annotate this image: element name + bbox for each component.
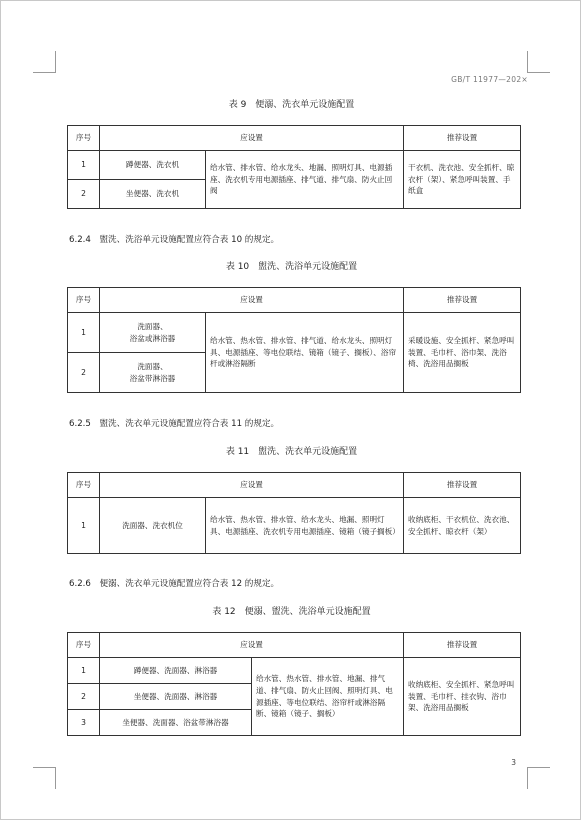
- crop-mark-bottom-right: [527, 767, 528, 789]
- table9-caption: 表 9 便溺、洗衣单元设施配置: [228, 100, 355, 110]
- column-header-recommended: 推荐设置: [404, 473, 521, 498]
- column-header-required: 应设置: [100, 288, 404, 313]
- required-cell: 给水管、排水管、给水龙头、地漏、照明灯具、电源插座、洗衣机专用电源插座、排气道、排气扇、防火止回阀: [206, 151, 404, 209]
- table-header-row: [68, 126, 521, 151]
- column-header-no: 序号: [68, 126, 100, 151]
- crop-mark-top-left: [55, 51, 56, 73]
- table9: [67, 125, 521, 209]
- row-item: 蹲便器、洗面器、淋浴器: [100, 658, 252, 684]
- table-row: [68, 313, 521, 353]
- table12: [67, 632, 521, 736]
- row-item: 洗面器、 浴盆带淋浴器: [100, 353, 206, 393]
- table-row: [68, 498, 521, 554]
- required-cell: 给水管、热水管、排水管、给水龙头、地漏、照明灯具、电源插座、洗衣机专用电源插座、镜箱（镜子搁板）: [206, 498, 404, 554]
- row-number: 2: [68, 353, 100, 393]
- row-item: 坐便器、洗面器、淋浴器: [100, 684, 252, 710]
- page-number: 3: [511, 758, 516, 767]
- clause-6-2-5: 6.2.5 盥洗、洗衣单元设施配置应符合表 11 的规定。: [69, 419, 280, 429]
- row-item: 洗面器、洗衣机位: [100, 498, 206, 554]
- table10-caption: 表 10 盥洗、洗浴单元设施配置: [225, 262, 358, 272]
- crop-mark-bottom-left: [33, 767, 55, 768]
- crop-mark-top-right: [527, 51, 528, 73]
- table-row: [68, 151, 521, 180]
- table-header-row: [68, 473, 521, 498]
- row-number: 2: [68, 180, 100, 209]
- table11-caption: 表 11 盥洗、洗衣单元设施配置: [225, 447, 358, 457]
- row-item: 洗面器、 浴盆或淋浴器: [100, 313, 206, 353]
- clause-6-2-6: 6.2.6 便溺、洗衣单元设施配置应符合表 12 的规定。: [69, 579, 280, 589]
- row-number: 2: [68, 684, 100, 710]
- table-header-row: [68, 633, 521, 658]
- column-header-required: 应设置: [100, 126, 404, 151]
- table12-caption: 表 12 便溺、盥洗、洗浴单元设施配置: [212, 607, 371, 617]
- recommended-cell: 收纳底柜、安全抓杆、紧急呼叫装置、毛巾杆、挂衣钩、浴巾架、洗浴用品搁板: [404, 658, 521, 736]
- standard-code: GB/T 11977—202×: [451, 75, 528, 84]
- table-header-row: [68, 288, 521, 313]
- crop-mark-bottom-right: [528, 767, 550, 768]
- column-header-no: 序号: [68, 288, 100, 313]
- row-item: 坐便器、洗面器、浴盆带淋浴器: [100, 710, 252, 736]
- row-number: 3: [68, 710, 100, 736]
- clause-6-2-4: 6.2.4 盥洗、洗浴单元设施配置应符合表 10 的规定。: [69, 235, 280, 245]
- recommended-cell: 干衣机、洗衣池、安全抓杆、晾衣杆（架）、紧急呼叫装置、手纸盒: [404, 151, 521, 209]
- column-header-recommended: 推荐设置: [404, 126, 521, 151]
- table-row: [68, 658, 521, 684]
- column-header-recommended: 推荐设置: [404, 633, 521, 658]
- required-cell: 给水管、热水管、排水管、排气道、给水龙头、照明灯具、电源插座、等电位联结、镜箱（镜子、搁板）、浴帘杆或淋浴隔断: [206, 313, 404, 393]
- column-header-no: 序号: [68, 473, 100, 498]
- table10: [67, 287, 521, 393]
- row-number: 1: [68, 151, 100, 180]
- row-item: 蹲便器、洗衣机: [100, 151, 206, 180]
- column-header-required: 应设置: [100, 473, 404, 498]
- recommended-cell: 采暖设施、安全抓杆、紧急呼叫装置、毛巾杆、浴巾架、洗浴椅、洗浴用品搁板: [404, 313, 521, 393]
- row-item: 坐便器、洗衣机: [100, 180, 206, 209]
- row-number: 1: [68, 658, 100, 684]
- crop-mark-bottom-left: [55, 767, 56, 789]
- column-header-required: 应设置: [100, 633, 404, 658]
- recommended-cell: 收纳底柜、干衣机位、洗衣池、安全抓杆、晾衣杆（架）: [404, 498, 521, 554]
- required-cell: 给水管、热水管、排水管、地漏、排气道、排气扇、防火止回阀、照明灯具、电源插座、等电位联结、浴帘杆或淋浴隔断、镜箱（镜子、搁板）: [252, 658, 404, 736]
- column-header-no: 序号: [68, 633, 100, 658]
- row-number: 1: [68, 498, 100, 554]
- crop-mark-top-left: [33, 72, 55, 73]
- crop-mark-top-right: [528, 72, 550, 73]
- column-header-recommended: 推荐设置: [404, 288, 521, 313]
- row-number: 1: [68, 313, 100, 353]
- table11: [67, 472, 521, 554]
